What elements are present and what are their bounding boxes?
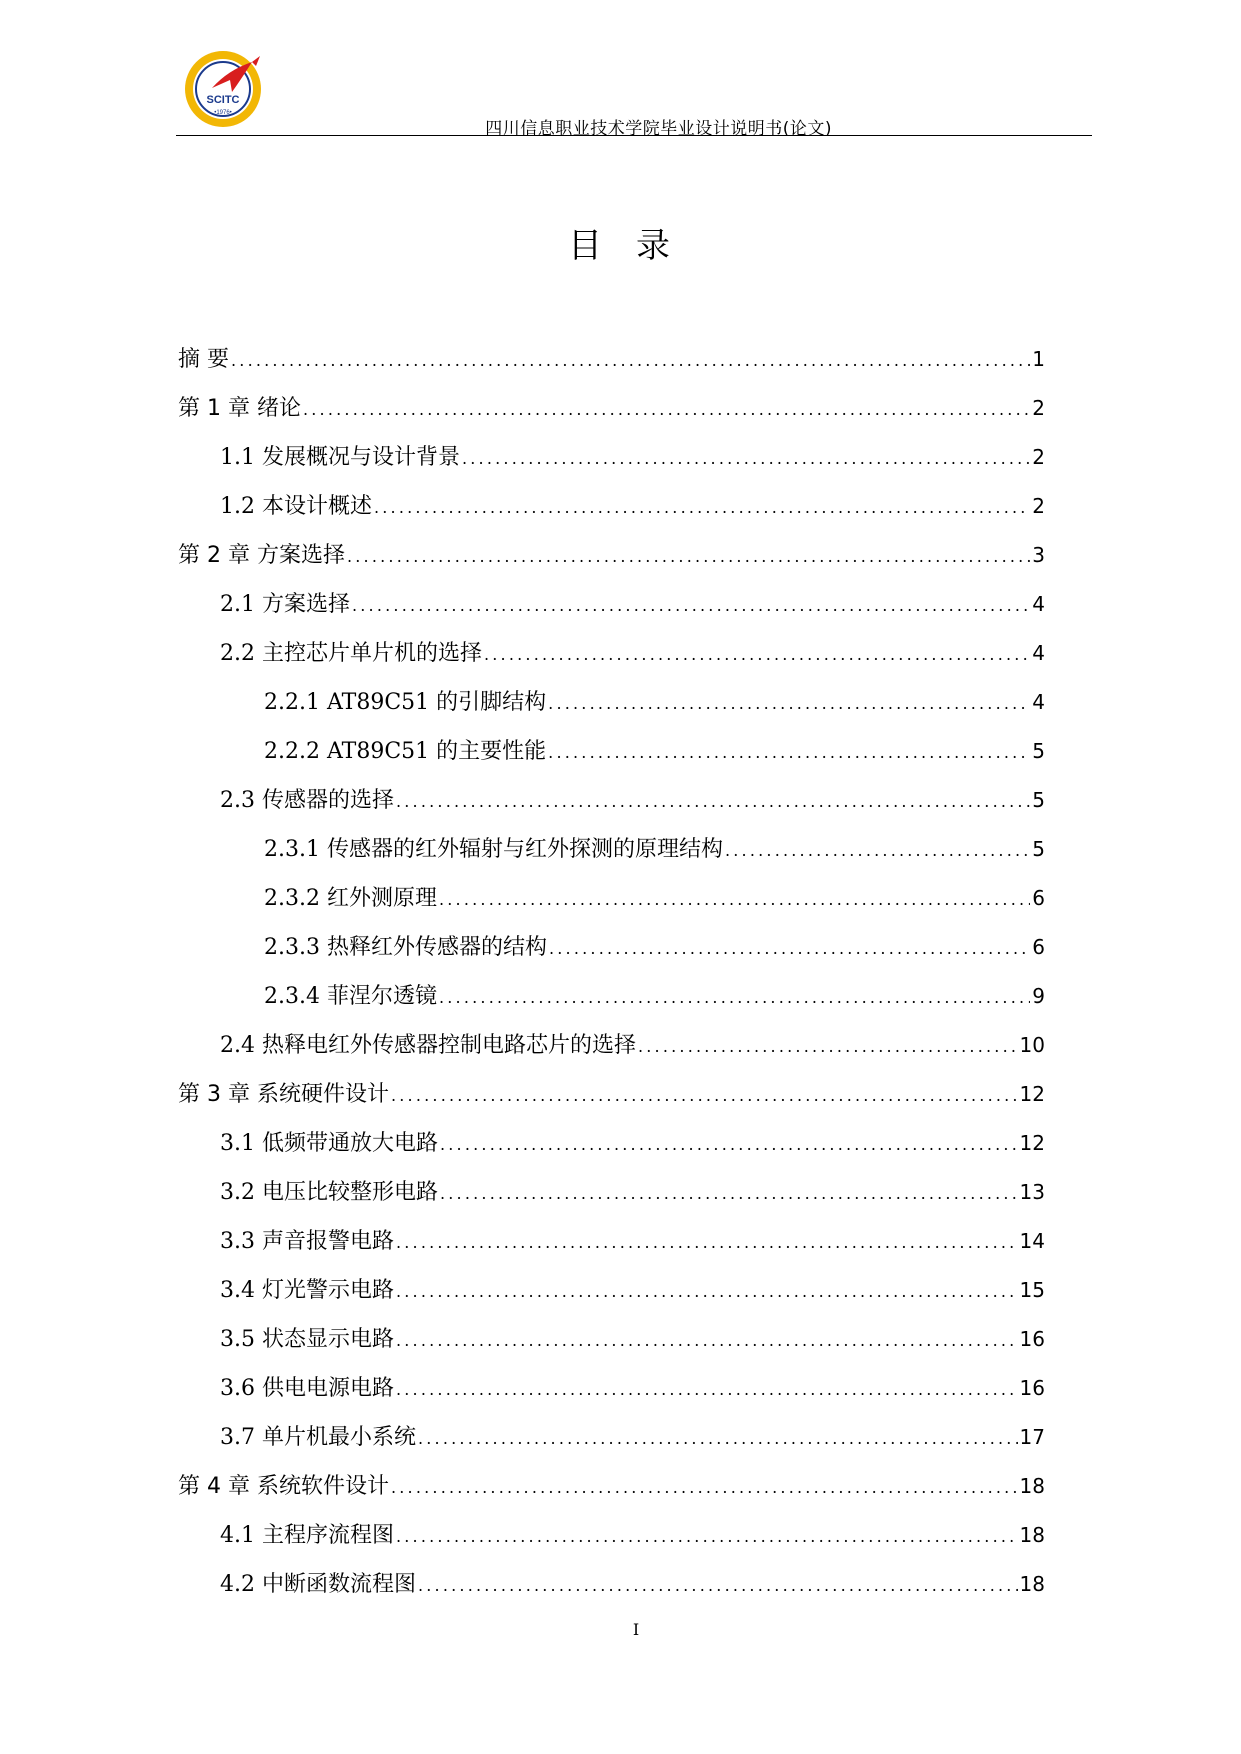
toc-entry[interactable] — [178, 685, 1045, 734]
toc-entry-label: 2.2.2 AT89C51 的主要性能 — [264, 739, 547, 764]
toc-entry[interactable] — [178, 979, 1045, 1028]
toc-entry[interactable] — [178, 734, 1045, 783]
toc-entry-label: 第 4 章 系统软件设计 — [178, 1474, 389, 1499]
toc-entry-label: 4.1 主程序流程图 — [220, 1523, 394, 1548]
toc-dot-leader — [231, 351, 1030, 370]
toc-entry-label: 摘 要 — [178, 347, 229, 372]
toc-entry-page: 1 — [1032, 347, 1045, 371]
toc-entry[interactable] — [178, 342, 1045, 391]
toc-entry[interactable] — [178, 538, 1045, 587]
toc-dot-leader — [439, 988, 1030, 1007]
toc-entry-label: 2.3.4 菲涅尔透镜 — [264, 984, 437, 1009]
toc-dot-leader — [549, 939, 1030, 958]
toc-entry-page: 2 — [1032, 396, 1045, 420]
toc-entry-page: 18 — [1019, 1523, 1045, 1547]
toc-entry[interactable] — [178, 1175, 1045, 1224]
toc-entry-label: 第 2 章 方案选择 — [178, 543, 345, 568]
toc-entry-page: 10 — [1019, 1033, 1045, 1057]
toc-entry-label: 2.4 热释电红外传感器控制电路芯片的选择 — [220, 1033, 636, 1058]
toc-entry[interactable] — [178, 930, 1045, 979]
toc-entry[interactable] — [178, 440, 1045, 489]
toc-dot-leader — [396, 1380, 1018, 1399]
toc-entry-page: 13 — [1019, 1180, 1045, 1204]
toc-dot-leader — [462, 449, 1030, 468]
toc-entry-label: 2.2.1 AT89C51 的引脚结构 — [264, 690, 547, 715]
toc-entry-page: 16 — [1019, 1376, 1045, 1400]
toc-entry-label: 3.2 电压比较整形电路 — [220, 1180, 438, 1205]
toc-dot-leader — [725, 841, 1030, 860]
toc-entry-label: 2.3.3 热释红外传感器的结构 — [264, 935, 547, 960]
toc-entry-page: 5 — [1032, 739, 1045, 763]
toc-entry-label: 1.1 发展概况与设计背景 — [220, 445, 460, 470]
toc-dot-leader — [440, 1184, 1018, 1203]
toc-entry-page: 2 — [1032, 494, 1045, 518]
toc-entry-label: 3.6 供电电源电路 — [220, 1376, 394, 1401]
page-header — [176, 44, 1092, 139]
toc-entry[interactable] — [178, 1224, 1045, 1273]
toc-title: 目录 — [568, 226, 704, 266]
toc-dot-leader — [418, 1576, 1018, 1595]
toc-entry-label: 2.3.2 红外测原理 — [264, 886, 437, 911]
toc-entry-page: 9 — [1032, 984, 1045, 1008]
toc-entry-label: 2.1 方案选择 — [220, 592, 350, 617]
toc-dot-leader — [638, 1037, 1018, 1056]
toc-entry-page: 4 — [1032, 690, 1045, 714]
toc-dot-leader — [396, 792, 1030, 811]
toc-entry-label: 3.1 低频带通放大电路 — [220, 1131, 438, 1156]
toc-dot-leader — [396, 1282, 1018, 1301]
toc-entry-label: 2.2 主控芯片单片机的选择 — [220, 641, 482, 666]
toc-entry-page: 6 — [1032, 935, 1045, 959]
toc-dot-leader — [484, 645, 1030, 664]
toc-entry-page: 3 — [1032, 543, 1045, 567]
toc-dot-leader — [418, 1429, 1018, 1448]
header-rule — [176, 135, 1092, 136]
toc-entry-label: 3.7 单片机最小系统 — [220, 1425, 416, 1450]
toc-entry-label: 3.3 声音报警电路 — [220, 1229, 394, 1254]
toc-entry[interactable] — [178, 832, 1045, 881]
toc-entry-page: 16 — [1019, 1327, 1045, 1351]
toc-entry-label: 4.2 中断函数流程图 — [220, 1572, 416, 1597]
toc-entry[interactable] — [178, 1322, 1045, 1371]
toc-dot-leader — [440, 1135, 1018, 1154]
toc-dot-leader — [391, 1086, 1018, 1105]
toc-dot-leader — [548, 743, 1030, 762]
toc-dot-leader — [548, 694, 1030, 713]
toc-entry-page: 14 — [1019, 1229, 1045, 1253]
school-logo-icon — [182, 48, 264, 130]
header-title: 四川信息职业技术学院毕业设计说明书(论文) — [485, 119, 832, 139]
toc-entry[interactable] — [178, 1469, 1045, 1518]
toc-entry-label: 2.3 传感器的选择 — [220, 788, 394, 813]
toc-entry[interactable] — [178, 881, 1045, 930]
toc-entry[interactable] — [178, 1420, 1045, 1469]
toc-entry[interactable] — [178, 636, 1045, 685]
toc-entry[interactable] — [178, 1077, 1045, 1126]
toc-dot-leader — [391, 1478, 1018, 1497]
toc-entry-label: 2.3.1 传感器的红外辐射与红外探测的原理结构 — [264, 837, 723, 862]
page-number: I — [632, 1620, 640, 1639]
toc-entry-page: 12 — [1019, 1131, 1045, 1155]
toc-entry-label: 3.5 状态显示电路 — [220, 1327, 394, 1352]
toc-entry-page: 12 — [1019, 1082, 1045, 1106]
toc-dot-leader — [303, 400, 1030, 419]
toc-entry-label: 第 1 章 绪论 — [178, 396, 301, 421]
toc-entry[interactable] — [178, 1273, 1045, 1322]
toc-entry-page: 5 — [1032, 788, 1045, 812]
toc-dot-leader — [347, 547, 1030, 566]
toc-entry-page: 18 — [1019, 1474, 1045, 1498]
toc-entry-page: 6 — [1032, 886, 1045, 910]
toc-dot-leader — [439, 890, 1030, 909]
toc-entry[interactable] — [178, 587, 1045, 636]
toc-entry[interactable] — [178, 1518, 1045, 1567]
logo-text: SCITC — [206, 94, 240, 106]
toc-entry-page: 17 — [1019, 1425, 1045, 1449]
toc-entry-page: 18 — [1019, 1572, 1045, 1596]
toc-entry-page: 2 — [1032, 445, 1045, 469]
toc-dot-leader — [374, 498, 1030, 517]
toc-entry-label: 第 3 章 系统硬件设计 — [178, 1082, 389, 1107]
toc-entry-label: 3.4 灯光警示电路 — [220, 1278, 394, 1303]
toc-dot-leader — [396, 1233, 1018, 1252]
toc-entry[interactable] — [178, 1371, 1045, 1420]
toc-entry-page: 15 — [1019, 1278, 1045, 1302]
toc-dot-leader — [352, 596, 1030, 615]
toc-dot-leader — [396, 1331, 1018, 1350]
toc-entry[interactable] — [178, 783, 1045, 832]
toc-dot-leader — [396, 1527, 1018, 1546]
toc-entry[interactable] — [178, 1567, 1045, 1616]
toc-entry-label: 1.2 本设计概述 — [220, 494, 372, 519]
toc-entry[interactable] — [178, 489, 1045, 538]
toc-entry[interactable] — [178, 1028, 1045, 1077]
toc-entry[interactable] — [178, 391, 1045, 440]
toc-entry-page: 5 — [1032, 837, 1045, 861]
table-of-contents — [178, 342, 1045, 1616]
toc-entry[interactable] — [178, 1126, 1045, 1175]
logo-year: •1976• — [214, 110, 232, 116]
toc-entry-page: 4 — [1032, 592, 1045, 616]
toc-entry-page: 4 — [1032, 641, 1045, 665]
